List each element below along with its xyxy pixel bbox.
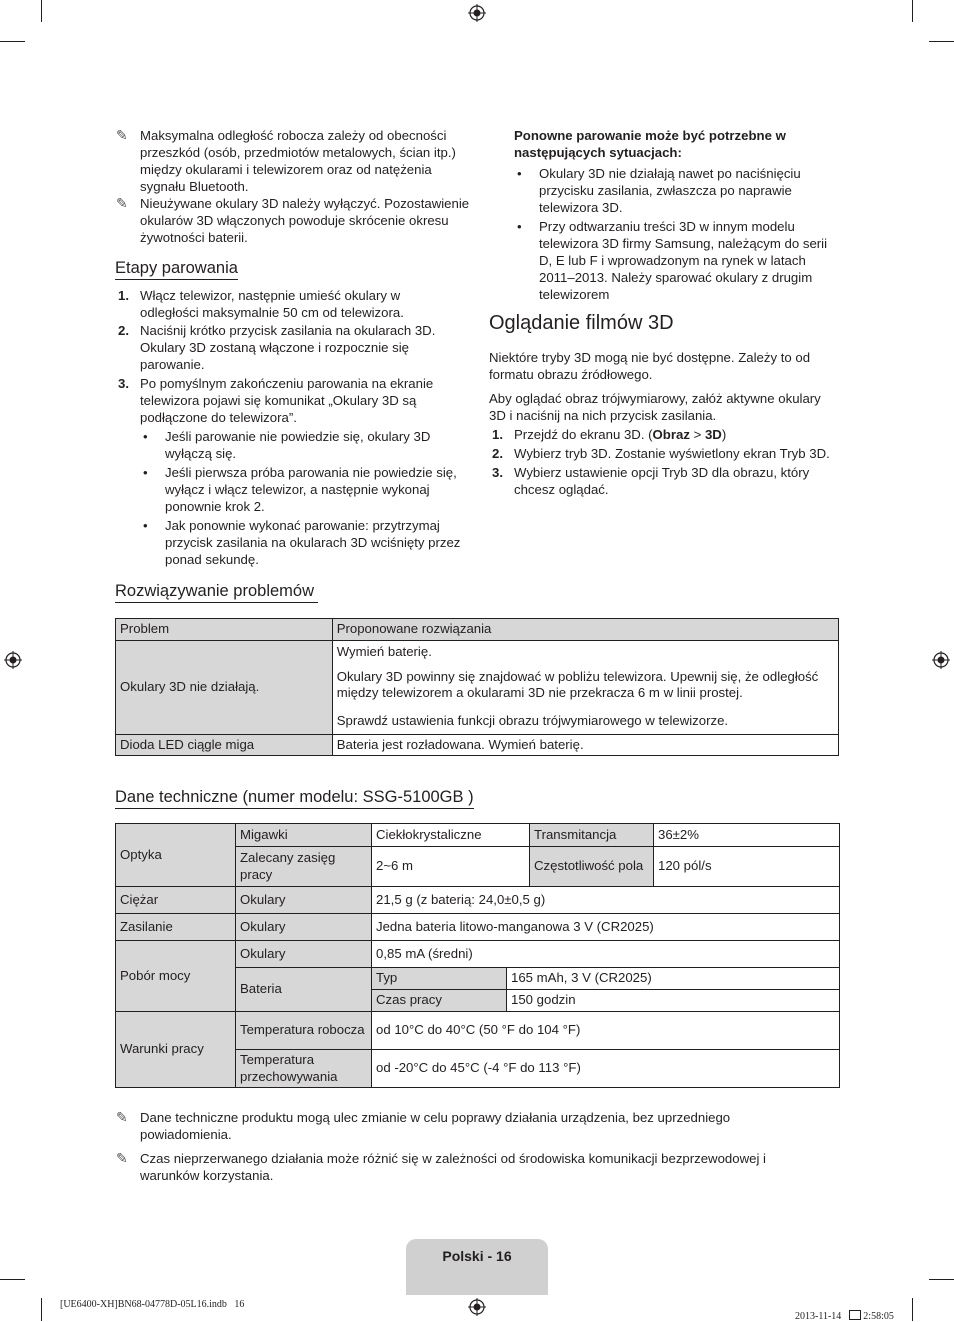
note: ✎ Dane techniczne produktu mogą ulec zmianie w celu poprawy działania urządzenia, bez uprzedniego powiadomienia.	[116, 1109, 731, 1142]
paragraph: Niektóre tryby 3D mogą nie być dostępne. Zależy to od formatu obrazu źródłowego.	[489, 350, 811, 382]
bullet-item: • Jeśli parowanie nie powiedzie się, okulary 3D wyłączą się.	[143, 429, 431, 461]
bullet-item: • Okulary 3D nie działają nawet po naciśnięciu przycisku zasilania, zwłaszcza po naprawie telewizora 3D.	[517, 166, 801, 215]
table-row: Zalecany zasięg pracy 2~6 m Częstotliwość pola 120 pól/s	[116, 847, 840, 887]
table-row: Bateria Typ 165 mAh, 3 V (CR2025)	[116, 968, 840, 990]
list-item: 1. Przejdź do ekranu 3D. (Obraz > 3D)	[492, 427, 727, 442]
table-cell	[332, 640, 838, 734]
bullet-item: • Przy odtwarzaniu treści 3D w innym modelu telewizora 3D firmy Samsung, należącym do serii D, E lub F i wprowadzonym na rynek w latach 2011–2013. Należy sparować okulary z drugim telewizorem	[517, 219, 828, 302]
table-row	[116, 640, 839, 734]
registration-mark-icon	[4, 651, 22, 669]
table-cell: Okulary 3D nie działają.	[116, 640, 333, 734]
troubleshooting-table	[115, 618, 839, 756]
list-item: 2. Wybierz tryb 3D. Zostanie wyświetlony ekran Tryb 3D.	[492, 446, 830, 461]
section-title-3d: Oglądanie filmów 3D	[489, 312, 674, 334]
table-header-row	[116, 619, 839, 641]
section-heading-troubleshooting: Rozwiązywanie problemów	[115, 581, 318, 603]
registration-mark-icon	[468, 1298, 486, 1316]
registration-mark-icon	[468, 4, 486, 22]
date-info: 2013-11-14 2:58:05	[795, 1311, 894, 1322]
table-row	[116, 734, 839, 756]
crop-mark	[0, 41, 25, 42]
crop-mark	[0, 1279, 25, 1280]
crop-mark	[41, 0, 42, 22]
list-item: 2. Naciśnij krótko przycisk zasilania na okularach 3D. Okulary 3D zostaną włączone i rozpocznie się parowanie.	[118, 323, 436, 372]
table-cell: Bateria jest rozładowana. Wymień baterię.	[332, 734, 838, 756]
table-row: Ciężar Okulary 21,5 g (z baterią: 24,0±0,5 g)	[116, 887, 840, 914]
crop-mark	[41, 1298, 42, 1321]
pencil-note-icon: ✎	[116, 1109, 128, 1125]
crop-mark	[912, 0, 913, 22]
table-cell: Dioda LED ciągle miga	[116, 734, 333, 756]
crop-mark	[929, 1279, 954, 1280]
table-row: Pobór mocy Okulary 0,85 mA (średni)	[116, 941, 840, 968]
note: ✎ Maksymalna odległość robocza zależy od obecności przeszkód (osób, przedmiotów metalowych, ścian itp.) między okularami i telewizorem oraz od natężenia sygnału Bluetooth.	[116, 127, 456, 194]
bullet-item: • Jak ponownie wykonać parowanie: przytrzymaj przycisk zasilania na okularach 3D wciśnięty przez ponad sekundę.	[143, 518, 461, 567]
table-row: Czas pracy 150 godzin	[116, 990, 840, 1012]
table-row: Optyka Migawki Ciekłokrystaliczne Transmitancja 36±2%	[116, 824, 840, 847]
column-header: Proponowane rozwiązania	[332, 619, 838, 641]
page-number-tab	[406, 1239, 548, 1295]
page-number: Polski - 16	[442, 1248, 512, 1264]
list-item: 3. Po pomyślnym zakończeniu parowania na ekranie telewizora pojawi się komunikat „Okulary 3D są podłączone do telewizora”.	[118, 376, 434, 425]
column-header: Problem	[116, 619, 333, 641]
note: ✎ Czas nieprzerwanego działania może różnić się w zależności od środowiska komunikacji bezprzewodowej i warunków korzystania.	[116, 1150, 766, 1183]
table-row: Temperatura przechowywania od -20°C do 45°C (-4 °F do 113 °F)	[116, 1050, 840, 1088]
pencil-note-icon: ✎	[116, 195, 128, 211]
solution-line: Wymień baterię.	[333, 641, 838, 667]
paragraph: Aby oglądać obraz trójwymiarowy, załóż aktywne okulary 3D i naciśnij na nich przycisk zasilania.	[489, 391, 821, 423]
bullet-item: • Jeśli pierwsza próba parowania nie powiedzie się, wyłącz i włącz telewizor, a następnie wykonaj ponownie krok 2.	[143, 465, 457, 514]
solution-line: Okulary 3D powinny się znajdować w pobliżu telewizora. Upewnij się, że odległość między telewizorem a okularami 3D nie przekracza 6 m w linii prostej.	[336, 668, 819, 700]
registration-mark-icon	[932, 651, 950, 669]
file-info: [UE6400-XH]BN68-04778D-05L16.indb 16	[60, 1299, 245, 1310]
section-heading-specs: Dane techniczne (numer modelu: SSG-5100GB )	[115, 787, 474, 809]
section-heading-pairing: Etapy parowania	[115, 258, 238, 280]
repair-heading: Ponowne parowanie może być potrzebne w następujących sytuacjach:	[514, 128, 786, 160]
list-item: 3. Wybierz ustawienie opcji Tryb 3D dla obrazu, który chcesz oglądać.	[492, 465, 810, 497]
crop-mark	[929, 41, 954, 42]
calendar-glyph-icon	[849, 1310, 861, 1320]
note: ✎ Nieużywane okulary 3D należy wyłączyć. Pozostawienie okularów 3D włączonych powoduje skrócenie okresu żywotności baterii.	[116, 195, 470, 245]
crop-mark	[912, 1298, 913, 1321]
specs-table	[115, 823, 840, 1088]
pencil-note-icon: ✎	[116, 127, 128, 143]
list-item: 1. Włącz telewizor, następnie umieść okulary w odległości maksymalnie 50 cm od telewizora.	[118, 288, 404, 320]
pencil-note-icon: ✎	[116, 1150, 128, 1166]
solution-line: Sprawdź ustawienia funkcji obrazu trójwymiarowego w telewizorze.	[336, 712, 729, 728]
table-row: Zasilanie Okulary Jedna bateria litowo-manganowa 3 V (CR2025)	[116, 914, 840, 941]
table-row: Warunki pracy Temperatura robocza od 10°C do 40°C (50 °F do 104 °F)	[116, 1012, 840, 1050]
